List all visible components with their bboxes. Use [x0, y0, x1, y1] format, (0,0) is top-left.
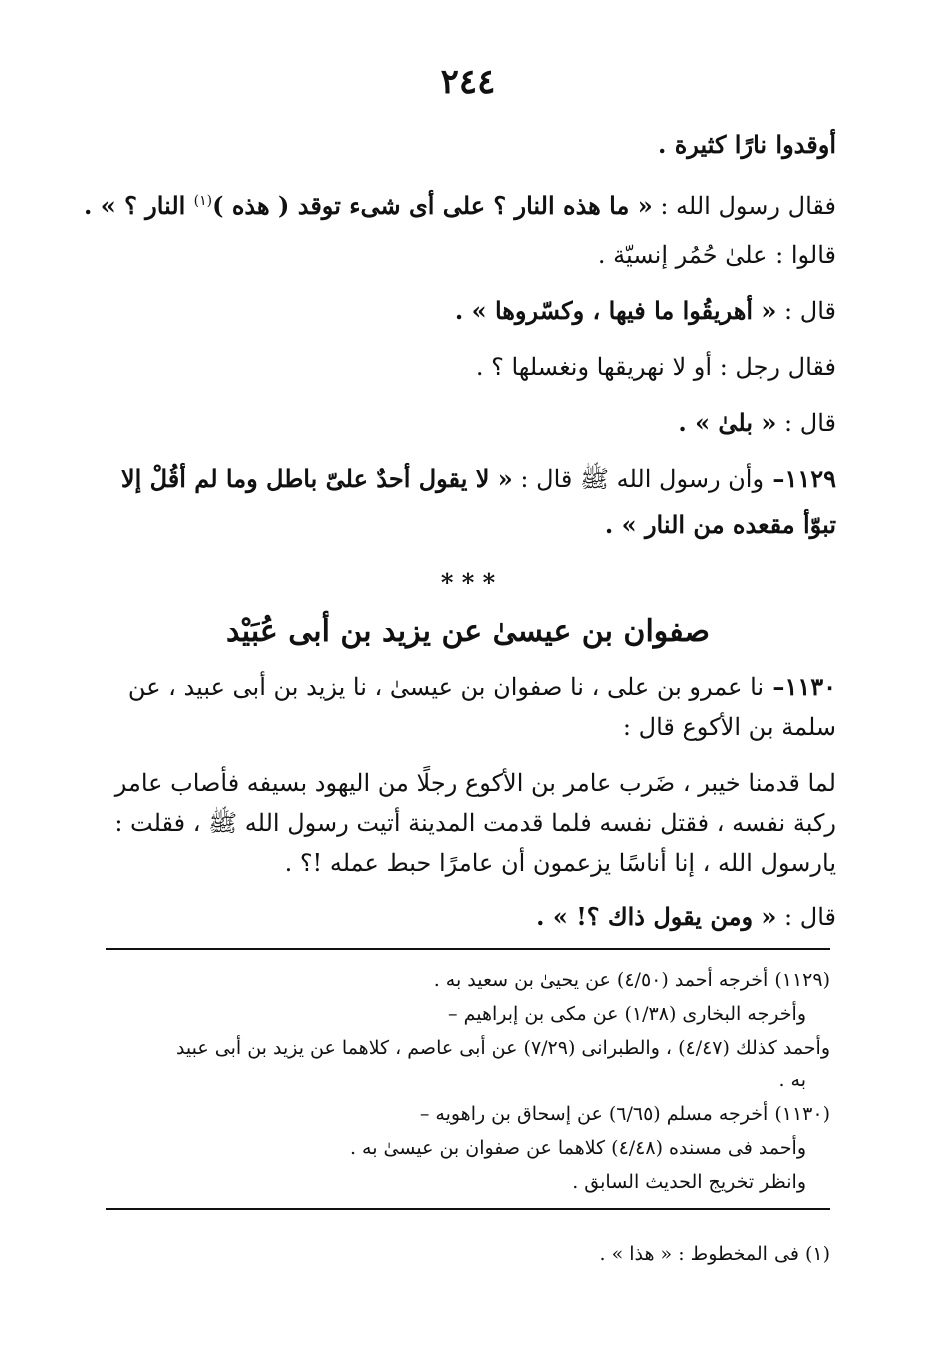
footnote-1129-line-1: (١١٢٩) أخرجه أحمد (٤/٥٠) عن يحيىٰ بن سعيد به .	[433, 969, 830, 991]
text-line-14-b: « ومن يقول ذاك ؟! » .	[536, 902, 777, 931]
footnote-1130-line-1: (١١٣٠) أخرجه مسلم (٦/٦٥) عن إسحاق بن راهويه –	[419, 1103, 830, 1125]
hadith-1129-line-2: تبوّأ مقعده من النار » .	[604, 510, 836, 539]
hadith-number-1129: ١١٢٩–	[764, 464, 836, 493]
text-line-14-a: قال :	[776, 903, 836, 931]
text-line-5: فقال رجل : أو لا نهريقها ونغسلها ؟ .	[475, 353, 836, 381]
hadith-1129-intro: وأن رسول الله ﷺ قال :	[512, 465, 765, 493]
footnote-divider-top	[106, 948, 830, 950]
hadith-1130-line-6	[90, 900, 836, 934]
text-line-2	[84, 184, 836, 223]
text-line-4-a: قال :	[776, 297, 836, 325]
footnote-divider-bottom	[106, 1208, 830, 1210]
text-line-2-a: فقال رسول الله :	[652, 192, 836, 220]
footnote-1129-line-2: وأخرجه البخارى (١/٣٨) عن مكى بن إبراهيم –	[448, 1003, 806, 1025]
footnote-1130-line-3: وانظر تخريج الحديث السابق .	[572, 1171, 806, 1193]
footnote-1130-line-2: وأحمد فى مسنده (٤/٤٨) كلاهما عن صفوان بن عيسىٰ به .	[349, 1137, 806, 1159]
text-line-6	[90, 406, 836, 440]
footnote-marker: (١)	[193, 193, 213, 209]
hadith-1130-line-1	[90, 670, 836, 704]
footnote-1129-line-4: به .	[778, 1069, 806, 1091]
text-line-3: قالوا : علىٰ حُمُر إنسيّة .	[597, 241, 836, 269]
page-number: ٢٤٤	[440, 62, 496, 102]
text-line-6-b: « بلىٰ » .	[678, 408, 777, 437]
text-line-6-a: قال :	[776, 409, 836, 437]
hadith-number-1130: ١١٣٠–	[764, 672, 836, 701]
text-line-4	[90, 294, 836, 328]
text-line-4-b: « أهريقُوا ما فيها ، وكسّروها » .	[454, 296, 777, 325]
section-heading: صفوان بن عيسىٰ عن يزيد بن أبى عُبَيْد	[226, 614, 710, 649]
section-separator: * * *	[440, 568, 496, 597]
text-line-1: أوقدوا نارًا كثيرة .	[658, 130, 836, 159]
hadith-1130-line-2: سلمة بن الأكوع قال :	[622, 713, 836, 741]
hadith-1129-line-1	[90, 462, 836, 496]
manuscript-footnote: (١) فى المخطوط : « هذا » .	[599, 1243, 830, 1265]
hadith-1130-isnad: نا عمرو بن على ، نا صفوان بن عيسىٰ ، نا يزيد بن أبى عبيد ، عن	[127, 673, 765, 701]
footnote-1129-line-3: وأحمد كذلك (٤/٤٧) ، والطبرانى (٧/٢٩) عن أبى عاصم ، كلاهما عن يزيد بن أبى عبيد	[175, 1037, 830, 1059]
hadith-1130-line-5: يارسول الله ، إنا أناسًا يزعمون أن عامرًا حبط عمله !؟ .	[284, 849, 836, 877]
text-line-2-b: « ما هذه النار ؟ على أى شىء توقد ( هذه )	[212, 191, 653, 220]
hadith-1129-quote: « لا يقول أحدٌ علىّ باطل وما لم أقُلْ إلا	[120, 464, 513, 493]
text-line-2-c: النار ؟ » .	[84, 191, 194, 220]
hadith-1130-line-4: ركبة نفسه ، فقتل نفسه فلما قدمت المدينة أتيت رسول الله ﷺ ، فقلت :	[114, 809, 836, 837]
hadith-1130-line-3: لما قدمنا خيبر ، ضَرب عامر بن الأكوع رجلًا من اليهود بسيفه فأصاب عامر	[114, 769, 836, 797]
